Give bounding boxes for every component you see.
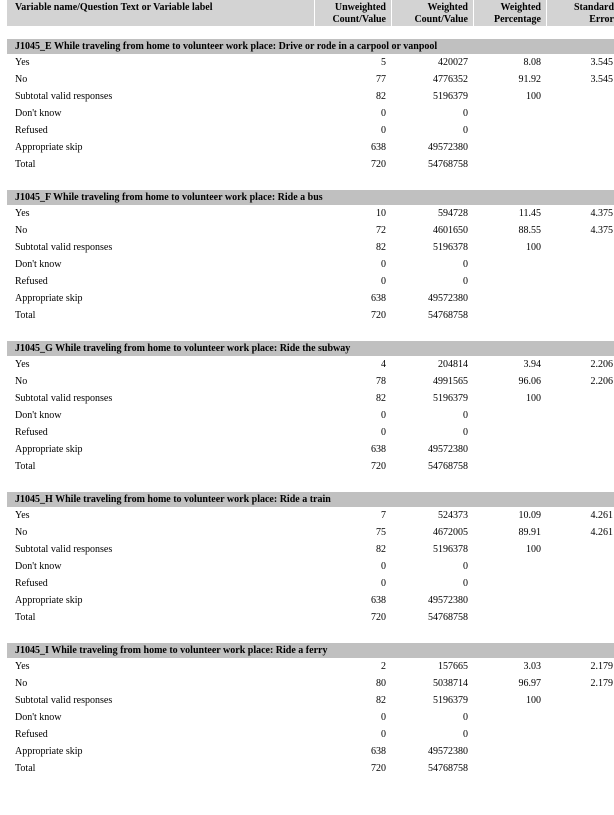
unweighted-count: 0 (381, 561, 386, 572)
table-row (7, 709, 614, 726)
row-label: Subtotal valid responses (15, 393, 113, 404)
unweighted-count: 77 (376, 74, 386, 85)
unweighted-count: 0 (381, 729, 386, 740)
unweighted-count: 720 (371, 763, 386, 774)
unweighted-count: 0 (381, 125, 386, 136)
table-row (7, 592, 614, 609)
table-row (7, 424, 614, 441)
unweighted-count: 720 (371, 612, 386, 623)
weighted-count: 0 (463, 729, 468, 740)
unweighted-count: 82 (376, 242, 386, 253)
unweighted-count: 2 (381, 661, 386, 672)
weighted-count: 0 (463, 276, 468, 287)
row-label: Yes (15, 510, 30, 521)
variable-section (7, 341, 614, 492)
weighted-count: 4776352 (433, 74, 468, 85)
table-header (7, 0, 614, 26)
row-label: Appropriate skip (15, 444, 83, 455)
weighted-percentage: 100 (526, 695, 541, 706)
unweighted-count: 638 (371, 746, 386, 757)
row-label: No (15, 225, 28, 236)
weighted-percentage: 100 (526, 242, 541, 253)
row-label: No (15, 678, 28, 689)
unweighted-count: 638 (371, 595, 386, 606)
variable-section (7, 190, 614, 341)
weighted-count: 4991565 (433, 376, 468, 387)
header-standard-error: Standard Error (573, 2, 614, 25)
table-row (7, 407, 614, 424)
row-label: Appropriate skip (15, 142, 83, 153)
unweighted-count: 720 (371, 310, 386, 321)
section-title: J1045_I While traveling from home to volunteer work place: Ride a ferry (7, 643, 614, 658)
unweighted-count: 82 (376, 695, 386, 706)
weighted-count: 5196379 (433, 91, 468, 102)
section-title: J1045_G While traveling from home to volunteer work place: Ride the subway (7, 341, 614, 356)
weighted-count: 0 (463, 578, 468, 589)
table-row (7, 507, 614, 524)
row-label: Total (15, 612, 36, 623)
weighted-percentage: 89.91 (518, 527, 541, 538)
row-label: Refused (15, 125, 48, 136)
row-label: Refused (15, 578, 48, 589)
weighted-count: 0 (463, 427, 468, 438)
table-row (7, 105, 614, 122)
weighted-count: 54768758 (428, 310, 468, 321)
table-row (7, 743, 614, 760)
table-row (7, 122, 614, 139)
table-row (7, 441, 614, 458)
table-row (7, 222, 614, 239)
unweighted-count: 4 (381, 359, 386, 370)
table-row (7, 575, 614, 592)
weighted-percentage: 100 (526, 393, 541, 404)
table-row (7, 239, 614, 256)
weighted-count: 54768758 (428, 612, 468, 623)
row-label: Refused (15, 729, 48, 740)
weighted-percentage: 100 (526, 544, 541, 555)
table-row (7, 205, 614, 222)
table-row (7, 71, 614, 88)
unweighted-count: 82 (376, 91, 386, 102)
standard-error: 3.545 (590, 74, 613, 85)
table-row (7, 658, 614, 675)
row-label: Appropriate skip (15, 746, 83, 757)
row-label: Don't know (15, 410, 62, 421)
weighted-count: 524373 (438, 510, 468, 521)
table-row (7, 609, 614, 626)
unweighted-count: 10 (376, 208, 386, 219)
standard-error: 4.261 (590, 510, 613, 521)
weighted-count: 5196378 (433, 544, 468, 555)
weighted-percentage: 91.92 (518, 74, 541, 85)
standard-error: 2.179 (590, 678, 613, 689)
standard-error: 3.545 (590, 57, 613, 68)
row-label: Subtotal valid responses (15, 242, 113, 253)
header-weighted-percentage: Weighted Percentage (493, 2, 541, 25)
unweighted-count: 72 (376, 225, 386, 236)
table-row (7, 541, 614, 558)
weighted-count: 49572380 (428, 444, 468, 455)
weighted-count: 157665 (438, 661, 468, 672)
column-divider (473, 0, 474, 26)
row-label: Refused (15, 276, 48, 287)
weighted-count: 54768758 (428, 461, 468, 472)
weighted-count: 49572380 (428, 746, 468, 757)
weighted-percentage: 11.45 (518, 208, 541, 219)
weighted-count: 0 (463, 712, 468, 723)
weighted-percentage: 3.94 (523, 359, 541, 370)
row-label: Yes (15, 359, 30, 370)
row-label: Don't know (15, 561, 62, 572)
weighted-count: 5196379 (433, 695, 468, 706)
row-label: Don't know (15, 712, 62, 723)
weighted-count: 5038714 (433, 678, 468, 689)
unweighted-count: 0 (381, 259, 386, 270)
table-row (7, 692, 614, 709)
weighted-count: 0 (463, 108, 468, 119)
standard-error: 2.179 (590, 661, 613, 672)
weighted-count: 0 (463, 561, 468, 572)
row-label: No (15, 74, 28, 85)
weighted-count: 4672005 (433, 527, 468, 538)
table-row (7, 139, 614, 156)
weighted-count: 54768758 (428, 763, 468, 774)
unweighted-count: 638 (371, 293, 386, 304)
weighted-count: 204814 (438, 359, 468, 370)
unweighted-count: 80 (376, 678, 386, 689)
unweighted-count: 0 (381, 108, 386, 119)
row-label: Don't know (15, 108, 62, 119)
sections (7, 39, 614, 777)
unweighted-count: 0 (381, 712, 386, 723)
variable-section (7, 643, 614, 777)
header-variable-label: Variable name/Question Text or Variable label (15, 2, 213, 13)
weighted-count: 0 (463, 125, 468, 136)
table-row (7, 524, 614, 541)
row-label: Total (15, 310, 36, 321)
row-label: No (15, 527, 28, 538)
weighted-percentage: 96.97 (518, 678, 541, 689)
unweighted-count: 0 (381, 427, 386, 438)
table-row (7, 675, 614, 692)
weighted-percentage: 3.03 (523, 661, 541, 672)
row-label: Don't know (15, 259, 62, 270)
section-title: J1045_E While traveling from home to volunteer work place: Drive or rode in a carpool or vanpool (7, 39, 614, 54)
table-row (7, 273, 614, 290)
weighted-percentage: 88.55 (518, 225, 541, 236)
column-divider (546, 0, 547, 26)
weighted-count: 49572380 (428, 293, 468, 304)
table-row (7, 88, 614, 105)
unweighted-count: 75 (376, 527, 386, 538)
row-label: Total (15, 763, 36, 774)
weighted-count: 594728 (438, 208, 468, 219)
weighted-count: 0 (463, 410, 468, 421)
unweighted-count: 0 (381, 276, 386, 287)
unweighted-count: 720 (371, 159, 386, 170)
variable-section (7, 492, 614, 643)
unweighted-count: 638 (371, 444, 386, 455)
unweighted-count: 82 (376, 544, 386, 555)
table-row (7, 760, 614, 777)
row-label: Total (15, 159, 36, 170)
unweighted-count: 0 (381, 578, 386, 589)
standard-error: 4.261 (590, 527, 613, 538)
table-row (7, 726, 614, 743)
column-divider (391, 0, 392, 26)
table-row (7, 307, 614, 324)
table-row (7, 156, 614, 173)
weighted-count: 54768758 (428, 159, 468, 170)
variable-section (7, 39, 614, 190)
weighted-count: 5196378 (433, 242, 468, 253)
row-label: Appropriate skip (15, 293, 83, 304)
section-title: J1045_H While traveling from home to volunteer work place: Ride a train (7, 492, 614, 507)
row-label: Subtotal valid responses (15, 544, 113, 555)
table-row (7, 458, 614, 475)
unweighted-count: 7 (381, 510, 386, 521)
unweighted-count: 0 (381, 410, 386, 421)
unweighted-count: 78 (376, 376, 386, 387)
weighted-count: 5196379 (433, 393, 468, 404)
standard-error: 2.206 (590, 376, 613, 387)
standard-error: 4.375 (590, 225, 613, 236)
unweighted-count: 720 (371, 461, 386, 472)
weighted-percentage: 10.09 (518, 510, 541, 521)
weighted-percentage: 8.08 (523, 57, 541, 68)
unweighted-count: 5 (381, 57, 386, 68)
row-label: Subtotal valid responses (15, 695, 113, 706)
weighted-count: 4601650 (433, 225, 468, 236)
row-label: Subtotal valid responses (15, 91, 113, 102)
weighted-percentage: 100 (526, 91, 541, 102)
standard-error: 4.375 (590, 208, 613, 219)
column-divider (314, 0, 315, 26)
unweighted-count: 638 (371, 142, 386, 153)
row-label: Yes (15, 57, 30, 68)
weighted-percentage: 96.06 (518, 376, 541, 387)
weighted-count: 49572380 (428, 142, 468, 153)
table-row (7, 356, 614, 373)
weighted-count: 0 (463, 259, 468, 270)
weighted-count: 49572380 (428, 595, 468, 606)
unweighted-count: 82 (376, 393, 386, 404)
table-row (7, 390, 614, 407)
row-label: Total (15, 461, 36, 472)
codebook-table (7, 0, 614, 777)
table-row (7, 54, 614, 71)
header-unweighted: Unweighted Count/Value (332, 2, 386, 25)
row-label: Appropriate skip (15, 595, 83, 606)
table-row (7, 290, 614, 307)
standard-error: 2.206 (590, 359, 613, 370)
table-row (7, 373, 614, 390)
section-title: J1045_F While traveling from home to volunteer work place: Ride a bus (7, 190, 614, 205)
row-label: Yes (15, 661, 30, 672)
weighted-count: 420027 (438, 57, 468, 68)
header-weighted-count: Weighted Count/Value (414, 2, 468, 25)
table-row (7, 256, 614, 273)
row-label: Refused (15, 427, 48, 438)
table-row (7, 558, 614, 575)
row-label: Yes (15, 208, 30, 219)
row-label: No (15, 376, 28, 387)
